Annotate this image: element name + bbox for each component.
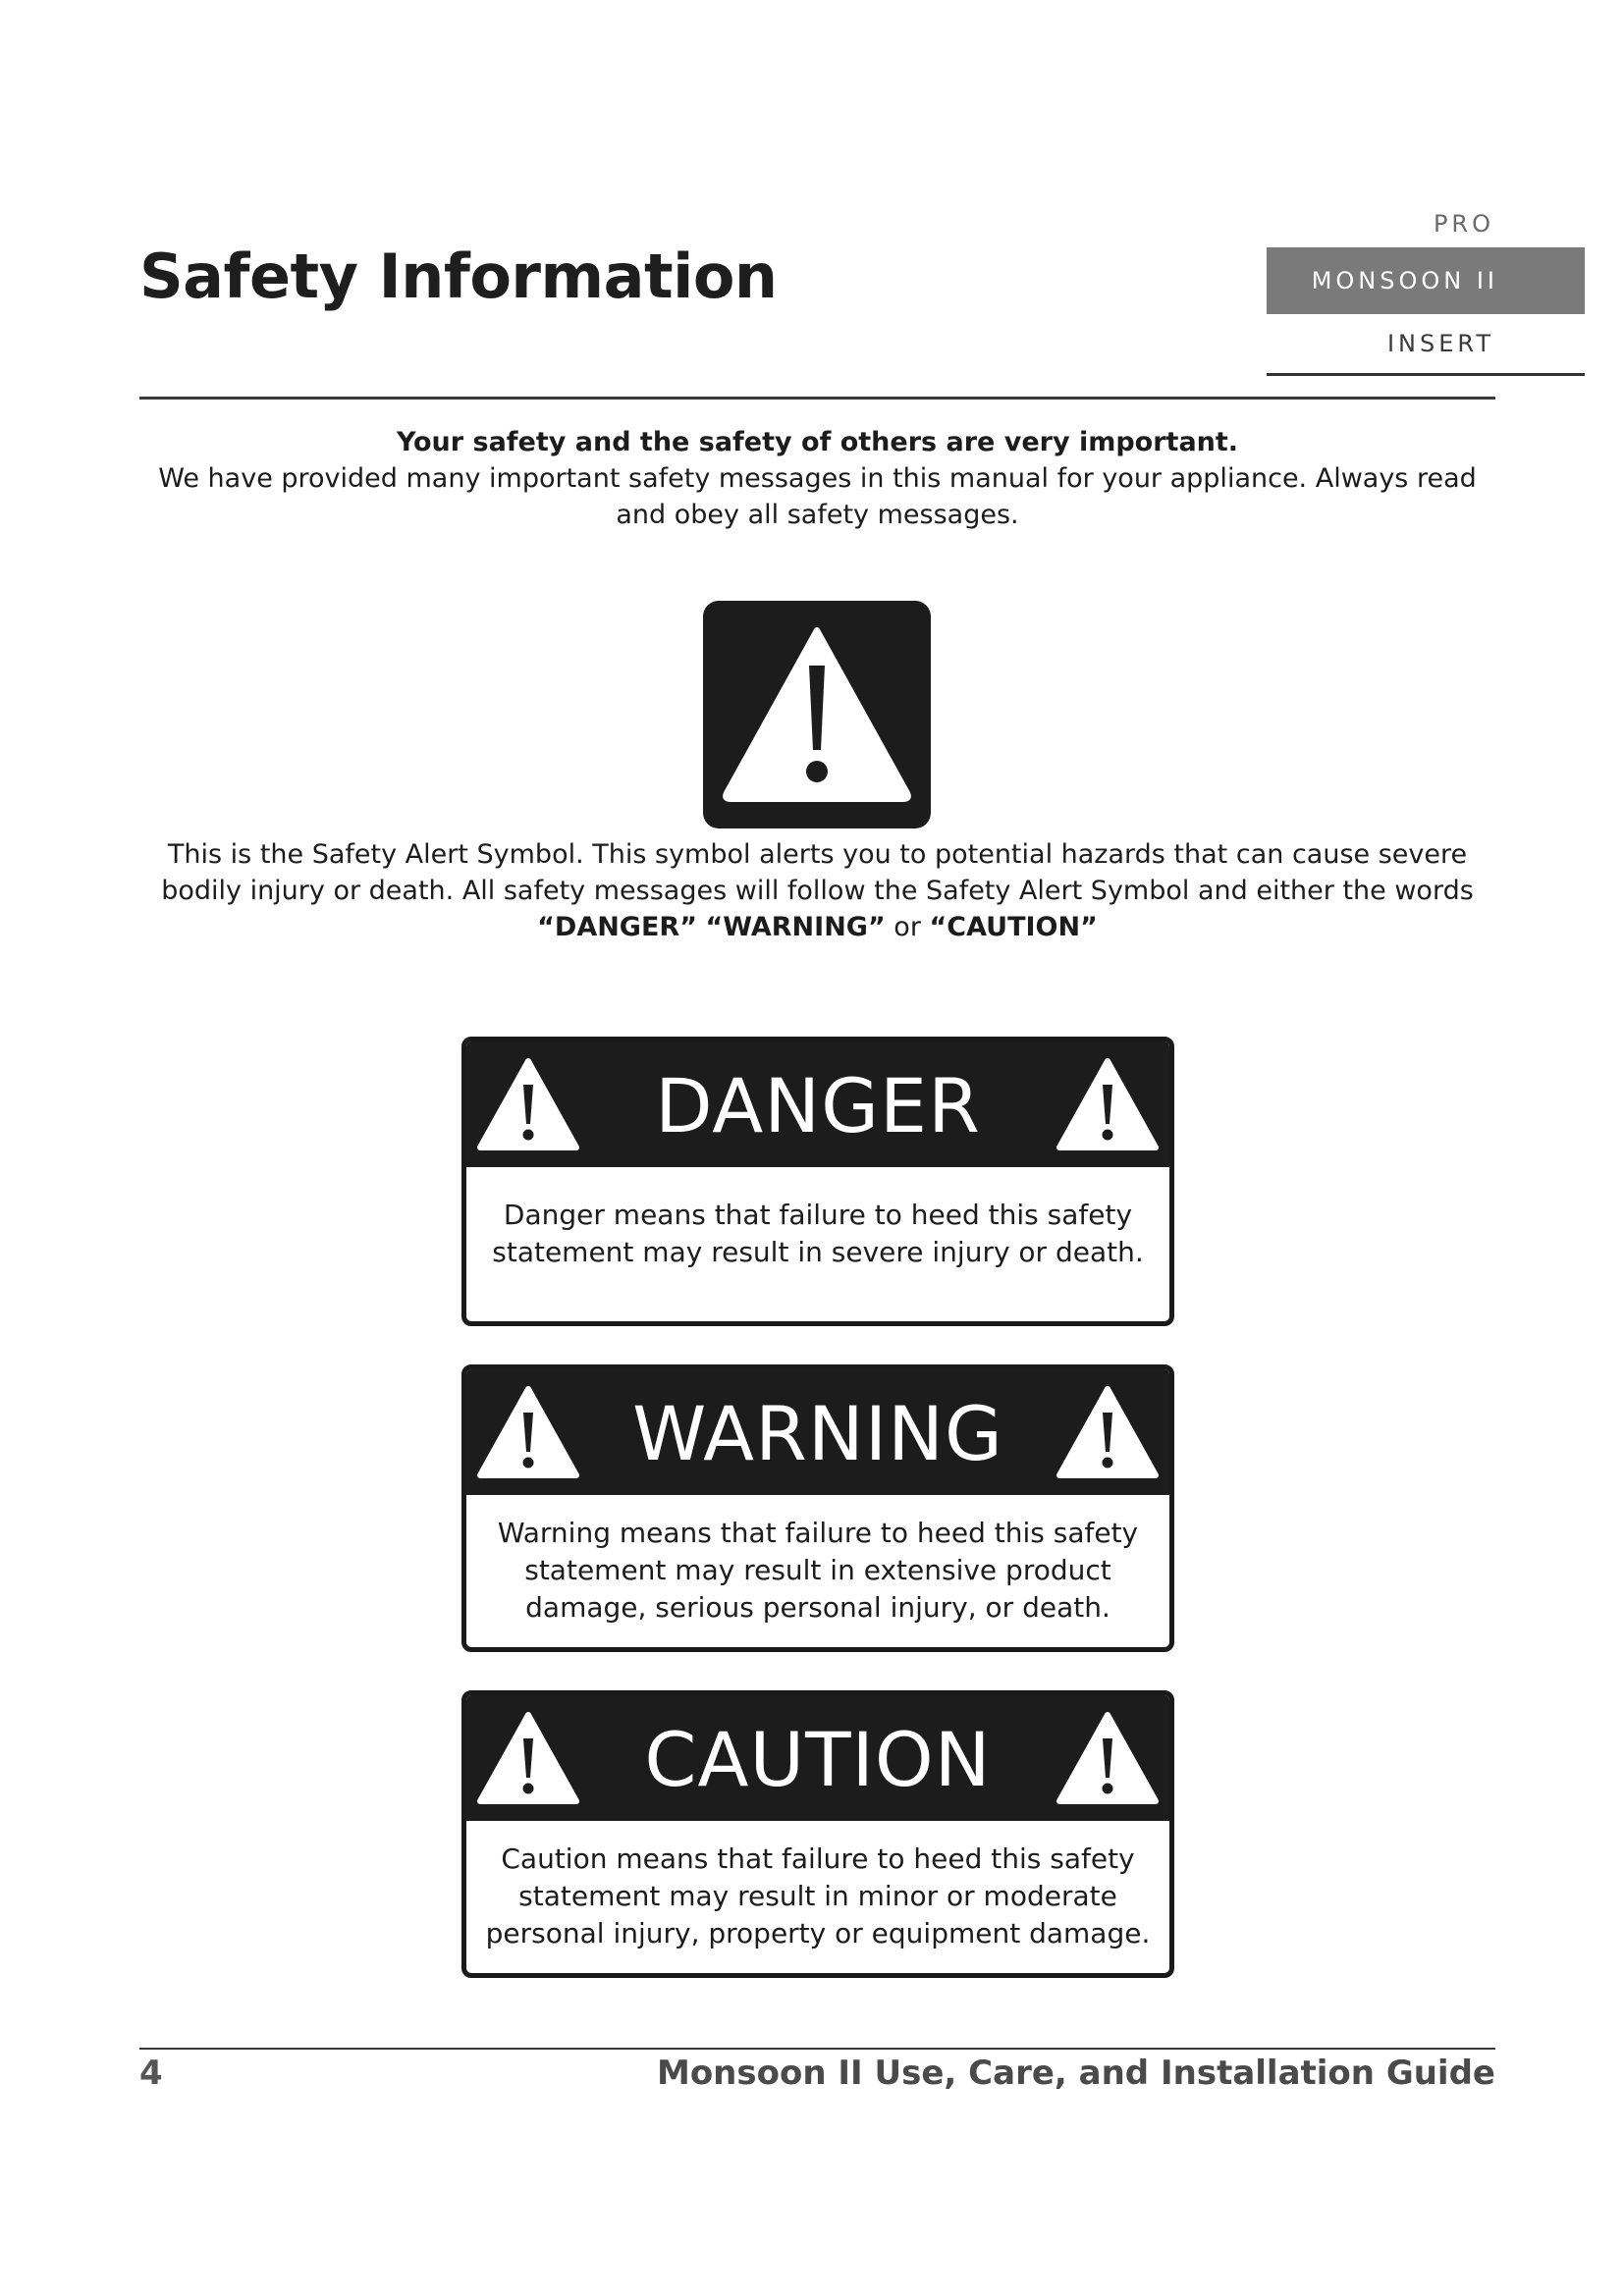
tab-monsoon-ii[interactable]: MONSOON II	[1267, 247, 1585, 314]
footer-divider	[139, 2048, 1495, 2050]
tab-insert[interactable]: INSERT	[1267, 314, 1585, 376]
warning-sign	[461, 1364, 1174, 1652]
caution-sign	[461, 1690, 1174, 1978]
guide-title: Monsoon II Use, Care, and Installation Guide	[656, 2054, 1495, 2093]
word-warning: “WARNING”	[705, 912, 886, 942]
product-tab-nav	[1267, 200, 1585, 376]
danger-sign-header	[466, 1041, 1169, 1167]
intro-heading: Your safety and the safety of others are very important.	[396, 427, 1239, 457]
word-or: or	[893, 912, 921, 942]
title-divider	[139, 397, 1495, 400]
caution-word: CAUTION	[644, 1716, 992, 1803]
page-number: 4	[139, 2054, 163, 2093]
word-danger: “DANGER”	[537, 912, 697, 942]
safety-alert-icon	[703, 601, 931, 828]
word-caution: “CAUTION”	[929, 912, 1098, 942]
danger-word: DANGER	[655, 1062, 981, 1149]
warning-triangle-icon	[1054, 1055, 1162, 1153]
alert-explanation	[139, 836, 1495, 945]
intro-text: We have provided many important safety messages in this manual for your appliance. Always read and obey all safety messages.	[158, 463, 1477, 530]
warning-word: WARNING	[632, 1390, 1003, 1477]
intro-paragraph	[139, 424, 1495, 533]
danger-sign	[461, 1037, 1174, 1326]
alert-explanation-text: This is the Safety Alert Symbol. This symbol alerts you to potential hazards that can cause severe bodily injury or death. All safety messages will follow the Safety Alert Symbol and either the words	[161, 839, 1474, 906]
caution-sign-header	[466, 1695, 1169, 1821]
warning-sign-header	[466, 1369, 1169, 1495]
warning-triangle-icon	[1054, 1709, 1162, 1807]
caution-description: Caution means that failure to heed this safety statement may result in minor or moderate personal injury, property or equipment damage.	[485, 1842, 1151, 1949]
warning-description: Warning means that failure to heed this safety statement may result in extensive product damage, serious personal injury, or death.	[497, 1517, 1139, 1624]
page-title: Safety Information	[139, 240, 778, 312]
warning-triangle-icon	[1054, 1383, 1162, 1481]
tab-pro[interactable]: PRO	[1433, 210, 1494, 238]
danger-description: Danger means that failure to heed this safety statement may result in severe injury or death.	[492, 1199, 1144, 1268]
